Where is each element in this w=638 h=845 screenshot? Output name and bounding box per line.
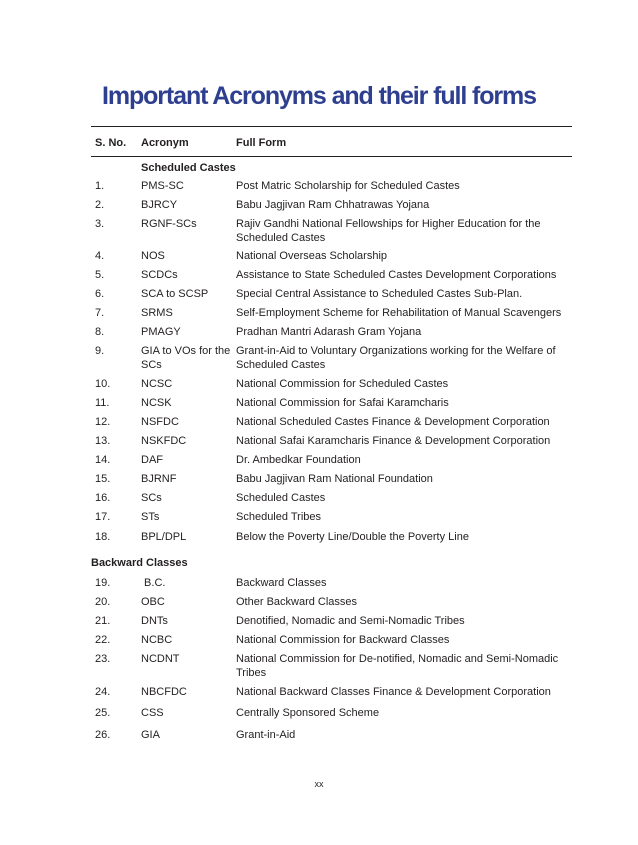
row-full-form: National Backward Classes Finance & Development Corporation xyxy=(236,686,551,698)
row-acronym: NCSC xyxy=(141,378,173,390)
row-full-form: National Commission for De-notified, Nomadic and Semi-Nomadic Tribes xyxy=(236,653,559,679)
row-number: 17. xyxy=(95,511,111,523)
row-acronym: NCSK xyxy=(141,397,172,409)
row-acronym: SRMS xyxy=(141,307,173,319)
row-full-form: Assistance to State Scheduled Castes Development Corporations xyxy=(236,269,557,281)
row-full-form: Babu Jagjivan Ram Chhatrawas Yojana xyxy=(236,199,430,211)
row-number: 7. xyxy=(95,307,105,319)
row-number: 1. xyxy=(95,180,105,192)
row-number: 23. xyxy=(95,653,111,665)
row-acronym: DAF xyxy=(141,454,163,466)
row-acronym: CSS xyxy=(141,707,164,719)
row-number: 5. xyxy=(95,269,105,281)
row-full-form: Scheduled Tribes xyxy=(236,511,321,523)
row-acronym: STs xyxy=(141,511,160,523)
row-number: 9. xyxy=(95,345,105,357)
row-number: 18. xyxy=(95,531,111,543)
row-number: 20. xyxy=(95,596,111,608)
row-acronym: PMS-SC xyxy=(141,180,184,192)
row-number: 12. xyxy=(95,416,111,428)
row-full-form: Babu Jagjivan Ram National Foundation xyxy=(236,473,433,485)
row-full-form: Special Central Assistance to Scheduled Castes Sub-Plan. xyxy=(236,288,523,300)
row-acronym: BJRNF xyxy=(141,473,177,485)
row-number: 21. xyxy=(95,615,111,627)
row-acronym: SCA to SCSP xyxy=(141,288,209,300)
header-sno: S. No. xyxy=(95,137,127,149)
row-full-form: Scheduled Castes xyxy=(236,492,326,504)
row-acronym: NSFDC xyxy=(141,416,179,428)
row-full-form: Other Backward Classes xyxy=(236,596,358,608)
row-acronym: BPL/DPL xyxy=(141,531,187,543)
row-full-form: Pradhan Mantri Adarash Gram Yojana xyxy=(236,326,422,338)
row-number: 22. xyxy=(95,634,111,646)
row-number: 16. xyxy=(95,492,111,504)
header-acronym: Acronym xyxy=(141,137,189,149)
row-number: 19. xyxy=(95,577,111,589)
table-header-rule xyxy=(91,156,572,157)
row-full-form: Backward Classes xyxy=(236,577,327,589)
row-acronym: BJRCY xyxy=(141,199,178,211)
row-full-form: National Safai Karamcharis Finance & Development Corporation xyxy=(236,435,551,447)
page-number: xx xyxy=(314,779,324,789)
row-full-form: Post Matric Scholarship for Scheduled Castes xyxy=(236,180,460,192)
row-acronym: OBC xyxy=(141,596,165,608)
page-title: Important Acronyms and their full forms xyxy=(101,82,536,110)
row-acronym: DNTs xyxy=(141,615,168,627)
row-acronym: GIA xyxy=(141,729,160,741)
row-full-form: Dr. Ambedkar Foundation xyxy=(236,454,361,466)
row-full-form: Grant-in-Aid xyxy=(236,729,296,741)
row-full-form: National Commission for Backward Classes xyxy=(236,634,450,646)
row-full-form: National Overseas Scholarship xyxy=(236,250,388,262)
row-full-form: Grant-in-Aid to Voluntary Organizations working for the Welfare of Scheduled Castes xyxy=(236,345,556,371)
row-number: 8. xyxy=(95,326,105,338)
row-number: 14. xyxy=(95,454,111,466)
row-number: 6. xyxy=(95,288,105,300)
row-acronym: SCDCs xyxy=(141,269,178,281)
row-acronym: NCBC xyxy=(141,634,173,646)
row-acronym: NSKFDC xyxy=(141,435,187,447)
row-full-form: Denotified, Nomadic and Semi-Nomadic Tribes xyxy=(236,615,465,627)
row-number: 24. xyxy=(95,686,111,698)
row-acronym: B.C. xyxy=(141,577,166,589)
table-top-rule xyxy=(91,126,572,127)
row-full-form: National Scheduled Castes Finance & Development Corporation xyxy=(236,416,550,428)
row-full-form: Rajiv Gandhi National Fellowships for Higher Education for the Scheduled Castes xyxy=(236,218,541,244)
row-full-form: Self-Employment Scheme for Rehabilitation of Manual Scavengers xyxy=(236,307,562,319)
section-heading-backward-classes: Backward Classes xyxy=(91,557,188,569)
row-number: 26. xyxy=(95,729,111,741)
row-full-form: Centrally Sponsored Scheme xyxy=(236,707,380,719)
row-number: 13. xyxy=(95,435,111,447)
row-full-form: Below the Poverty Line/Double the Poverty Line xyxy=(236,531,469,543)
row-full-form: National Commission for Safai Karamcharis xyxy=(236,397,449,409)
row-acronym: PMAGY xyxy=(141,326,181,338)
row-acronym: NBCFDC xyxy=(141,686,187,698)
row-acronym: NOS xyxy=(141,250,165,262)
row-number: 11. xyxy=(95,397,110,409)
row-acronym: RGNF-SCs xyxy=(141,218,197,230)
section-heading-scheduled-castes: Scheduled Castes xyxy=(141,162,236,174)
row-acronym: GIA to VOs for the SCs xyxy=(141,345,231,371)
row-number: 25. xyxy=(95,707,111,719)
header-full-form: Full Form xyxy=(236,137,287,149)
row-acronym: SCs xyxy=(141,492,162,504)
row-number: 15. xyxy=(95,473,111,485)
row-full-form: National Commission for Scheduled Castes xyxy=(236,378,449,390)
row-acronym: NCDNT xyxy=(141,653,180,665)
row-number: 2. xyxy=(95,199,105,211)
row-number: 3. xyxy=(95,218,105,230)
row-number: 4. xyxy=(95,250,105,262)
row-number: 10. xyxy=(95,378,111,390)
